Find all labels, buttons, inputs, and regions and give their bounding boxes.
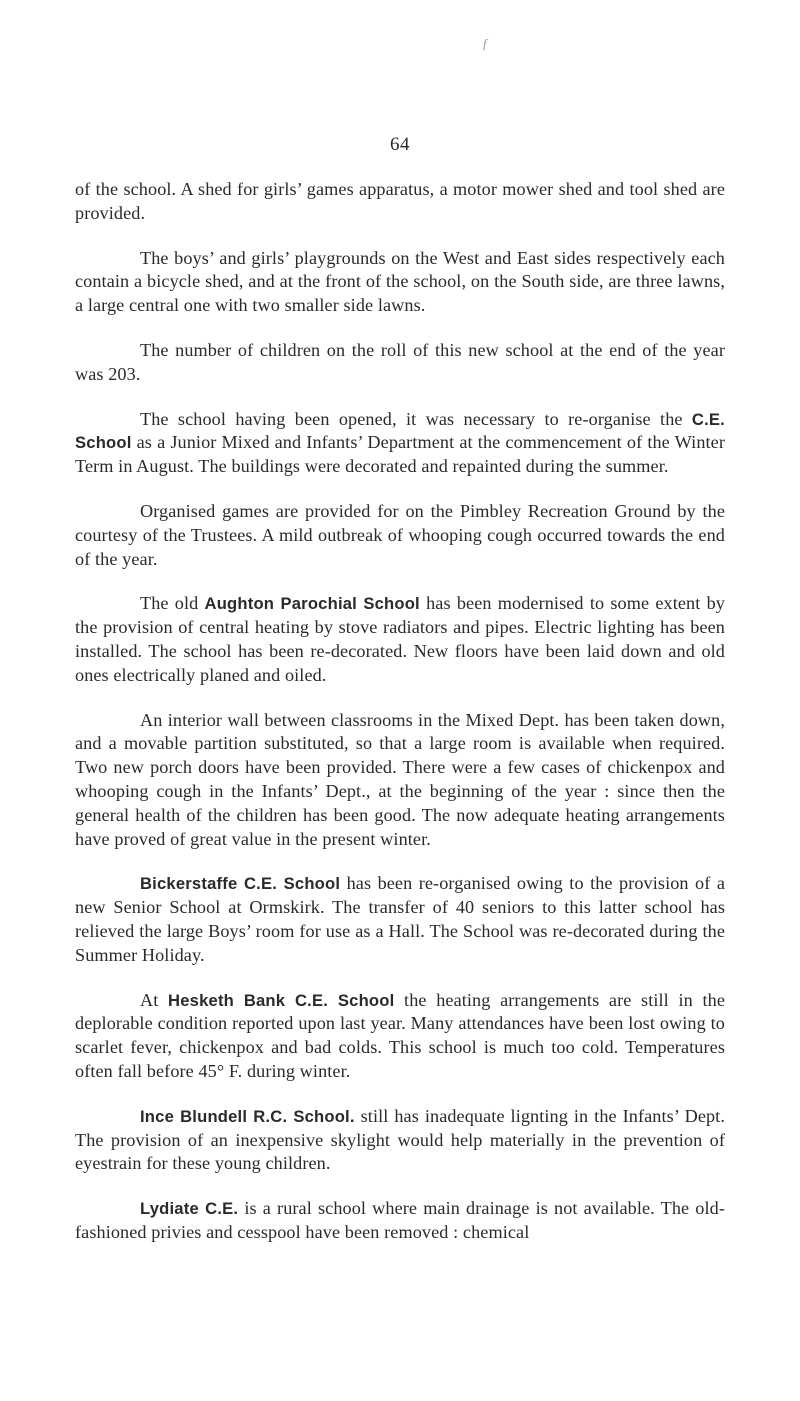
paragraph — [75, 500, 725, 571]
paragraph-text: as a Junior Mixed and Infants’ Department at the commencement of the Winter Term in August. The buildings were decorated and repainted during the summer. — [75, 432, 725, 477]
page-number: 64 — [390, 134, 410, 155]
paragraph-text: The old — [140, 593, 205, 614]
paragraph-text: still has inadequate lignting in the Infants’ Dept. The provision of an inexpensive skylight would help materially in the prevention of eyestrain for these young children. — [75, 1105, 725, 1174]
paragraph-text: of the school. A shed for girls’ games apparatus, a motor mower shed and tool shed are provided. — [75, 179, 725, 223]
paragraph-text: An interior wall between classrooms in the Mixed Dept. has been taken down, and a movable partition substituted, so that a large room is available when required. Two new porch doors have been provided. There were a few cases of chickenpox and whooping cough in the Infants’ Dept., at the beginning of the year : since then the general health of the children has been good. The now adequate heating arrangements have proved of great value in the present winter. — [75, 709, 725, 849]
school-name: C.E. School — [75, 409, 725, 453]
paragraph-text: The number of children on the roll of this new school at the end of the year was 203. — [75, 339, 725, 384]
school-name: Ince Blundell R.C. School. — [140, 1106, 355, 1126]
school-name: Hesketh Bank C.E. School — [168, 990, 395, 1010]
paragraph — [75, 1197, 725, 1245]
stray-ink-mark: f — [483, 36, 487, 51]
paragraph — [75, 247, 725, 318]
paragraph — [75, 709, 725, 852]
paragraph-text: is a rural school where main drainage is not available. The old-fashioned privies and cesspool have been removed : chemical — [75, 1198, 725, 1242]
paragraph-text: has been modernised to some extent by the provision of central heating by stove radiators and pipes. Electric lighting has been installed. The school has been re-decorated. New floors have been laid down and old ones electrically planed and oiled. — [75, 593, 725, 685]
school-name: Bickerstaffe C.E. School — [140, 874, 341, 894]
paragraph — [75, 1105, 725, 1176]
school-name: Aughton Parochial School — [204, 594, 420, 614]
school-name: Lydiate C.E. — [140, 1199, 239, 1219]
paragraph-text: The boys’ and girls’ playgrounds on the West and East sides respectively each contain a bicycle shed, and at the front of the school, on the South side, are three lawns, a large central one with two smaller side lawns. — [75, 247, 725, 316]
paragraph-text: the heating arrangements are still in the deplorable condition reported upon last year. Many attendances have been lost owing to scarlet fever, chickenpox and bad colds. This school is much too cold. Temperatures often fall before 45° F. during winter. — [75, 989, 725, 1081]
paragraph-text: At — [140, 989, 169, 1010]
paragraph-text: Organised games are provided for on the Pimbley Recreation Ground by the courtesy of the Trustees. A mild outbreak of whooping cough occurred towards the end of the year. — [75, 500, 725, 569]
paragraph — [75, 872, 725, 967]
paragraph-text: has been re-organised owing to the provision of a new Senior School at Ormskirk. The transfer of 40 seniors to this latter school has relieved the large Boys’ room for use as a Hall. The School was re-decorated during the Summer Holiday. — [75, 873, 725, 965]
paragraph — [75, 592, 725, 687]
paragraph — [75, 178, 725, 226]
paragraph-text: The school having been opened, it was necessary to re-organise the — [140, 408, 692, 429]
paragraph — [75, 339, 725, 387]
paragraph — [75, 408, 725, 479]
body-text — [75, 178, 725, 1266]
paragraph — [75, 989, 725, 1084]
